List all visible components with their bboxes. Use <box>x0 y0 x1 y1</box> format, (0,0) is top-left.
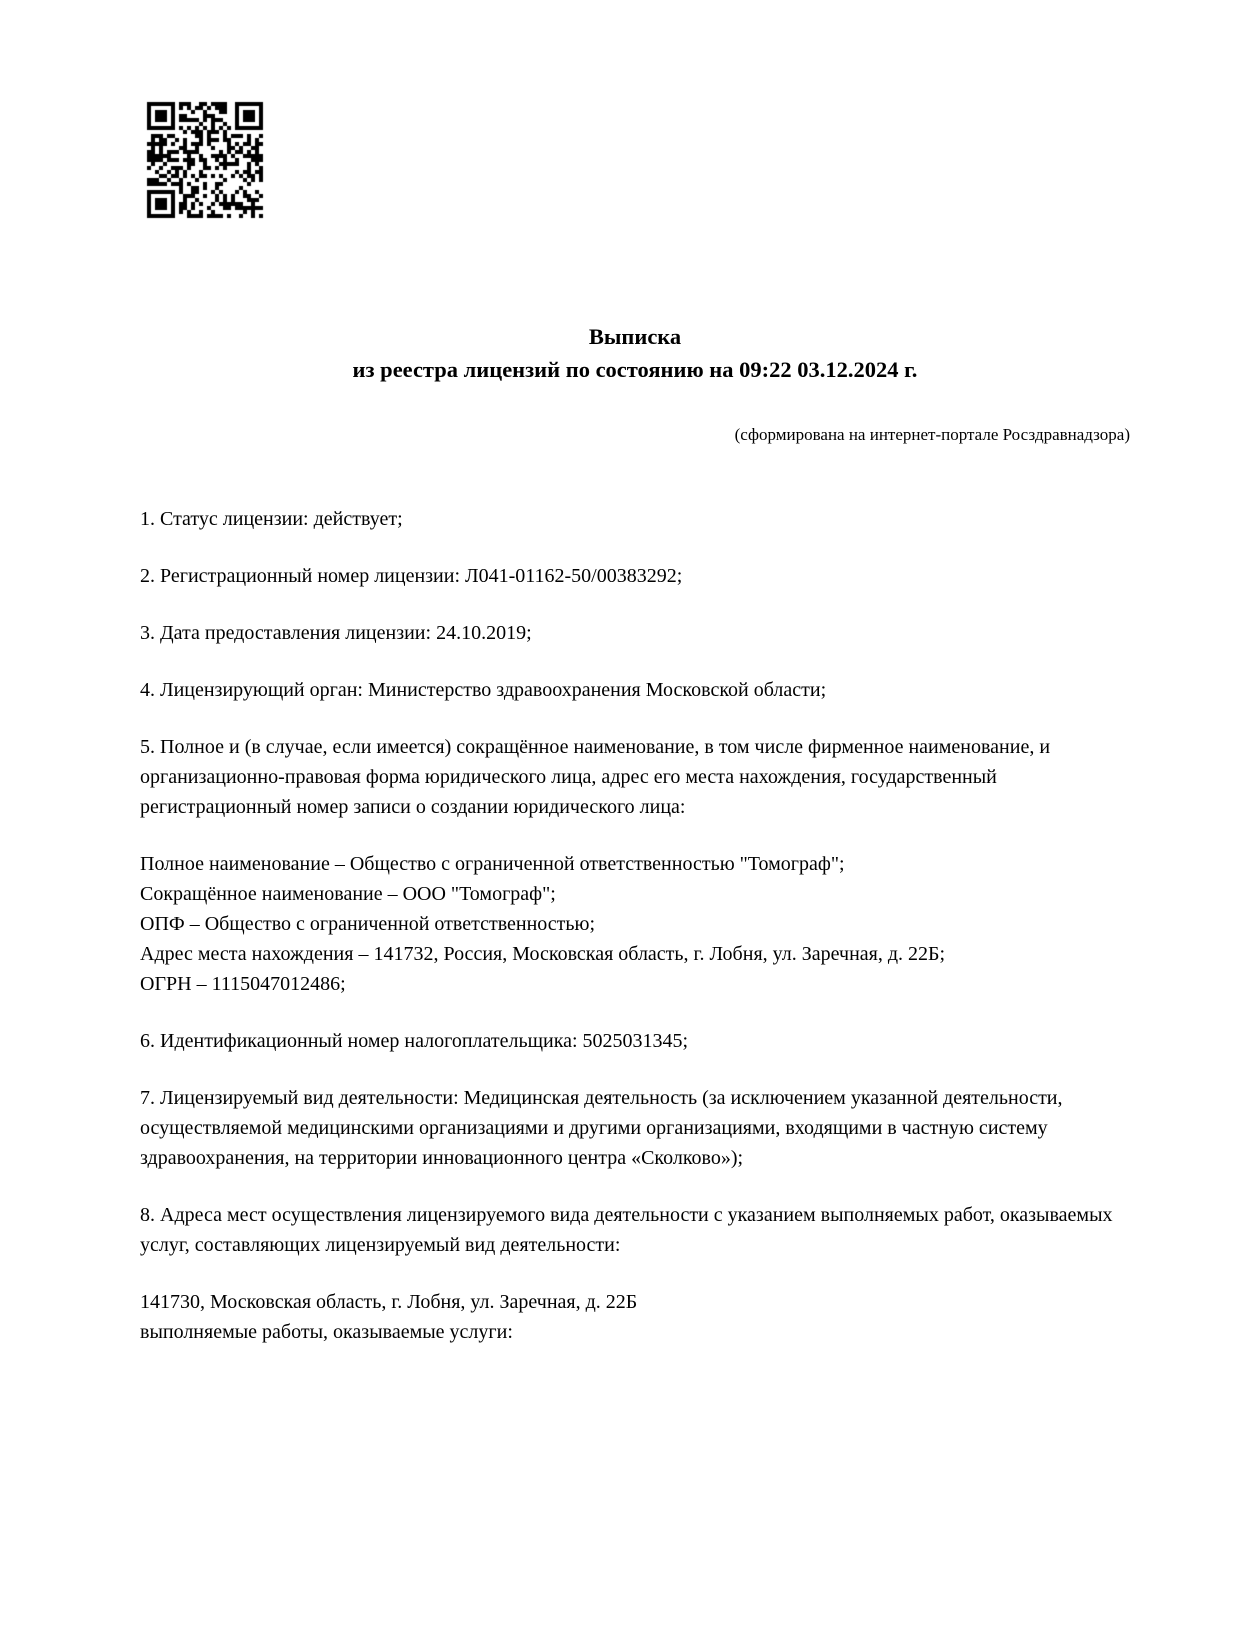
document-body <box>140 504 1130 1347</box>
services-intro-line: выполняемые работы, оказываемые услуги: <box>140 1321 513 1343</box>
paragraph-line: 7. Лицензируемый вид деятельности: Медицинская деятельность (за исключением указанной деятельности, осуществляемой медицинскими организациями и другими организациями, входящими в частную систему здравоохранения, на территории инновационного центра «Сколково»); <box>140 1087 1063 1169</box>
activity-type-paragraph <box>140 1083 1130 1173</box>
qr-code-icon <box>143 98 267 222</box>
paragraph-line: 8. Адреса мест осуществления лицензируемого вида деятельности с указанием выполняемых работ, оказываемых услуг, составляющих лицензируемый вид деятельности: <box>140 1204 1113 1256</box>
paragraph-line: 1. Статус лицензии: действует; <box>140 508 403 530</box>
paragraph-line: 6. Идентификационный номер налогоплательщика: 5025031345; <box>140 1030 689 1052</box>
org-details-block <box>140 849 1130 999</box>
document-title <box>140 320 1130 386</box>
activity-address-line: 141730, Московская область, г. Лобня, ул. Заречная, д. 22Б <box>140 1291 638 1313</box>
paragraph-line: 4. Лицензирующий орган: Министерство здравоохранения Московской области; <box>140 679 827 701</box>
paragraph-line: 3. Дата предоставления лицензии: 24.10.2019; <box>140 622 532 644</box>
paragraph-line: 5. Полное и (в случае, если имеется) сокращённое наименование, в том числе фирменное наименование, и организационно-правовая форма юридического лица, адрес его места нахождения, государственный регистрационный номер записи о создании юридического лица: <box>140 736 1051 818</box>
paragraph-line: 2. Регистрационный номер лицензии: Л041-01162-50/00383292; <box>140 565 683 587</box>
inn-paragraph <box>140 1026 1130 1056</box>
ogrn-line: ОГРН – 1115047012486; <box>140 973 346 995</box>
opf-line: ОПФ – Общество с ограниченной ответственностью; <box>140 913 596 935</box>
activity-address-block <box>140 1287 1130 1347</box>
document-subtitle: (сформирована на интернет-портале Росздравнадзора) <box>734 425 1130 444</box>
address-line: Адрес места нахождения – 141732, Россия, Московская область, г. Лобня, ул. Заречная, д. 22Б; <box>140 943 946 965</box>
grant-date-paragraph <box>140 618 1130 648</box>
document-title-line2: из реестра лицензий по состоянию на 09:22 03.12.2024 г. <box>352 357 918 382</box>
registration-number-paragraph <box>140 561 1130 591</box>
document-content <box>140 320 1130 1374</box>
licensing-authority-paragraph <box>140 675 1130 705</box>
addresses-heading-paragraph <box>140 1200 1130 1260</box>
status-paragraph <box>140 504 1130 534</box>
document-title-line1: Выписка <box>588 324 682 349</box>
org-info-heading-paragraph <box>140 732 1130 822</box>
full-name-line: Полное наименование – Общество с ограниченной ответственностью "Томограф"; <box>140 853 845 875</box>
short-name-line: Сокращённое наименование – ООО "Томограф"; <box>140 883 556 905</box>
